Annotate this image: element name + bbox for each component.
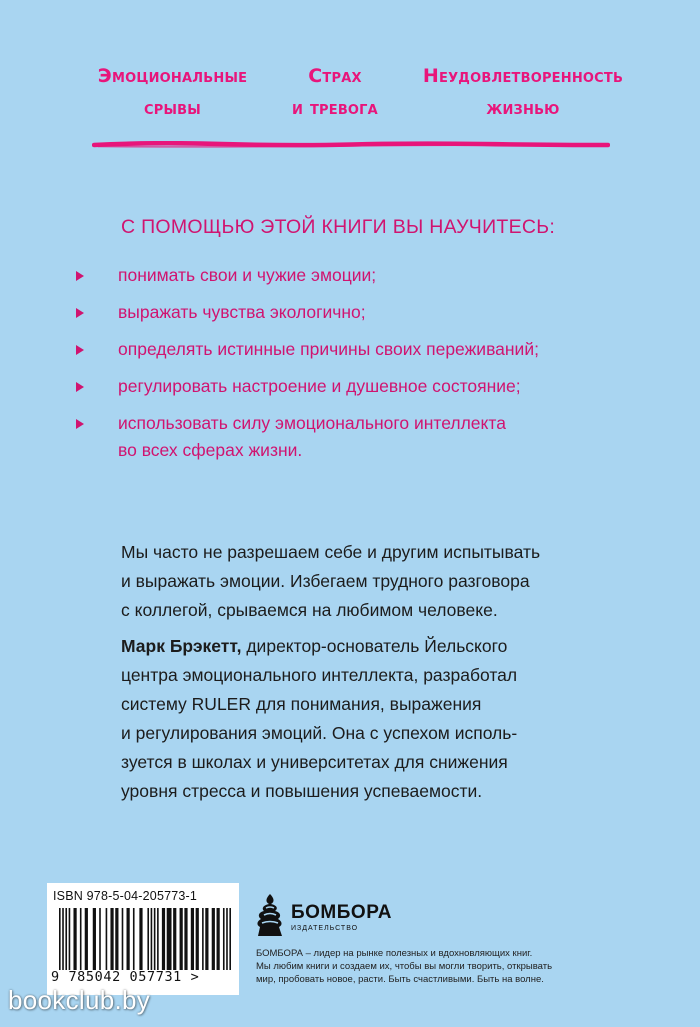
- topic-line: Эмоциональные: [97, 65, 248, 87]
- description-paragraph-2: [121, 632, 641, 806]
- list-item: [72, 299, 652, 326]
- list-item: [72, 373, 652, 400]
- barcode-bar: [202, 908, 204, 970]
- triangle-bullet-icon: [76, 308, 84, 318]
- text-line: систему RULER для понимания, выражения: [121, 694, 482, 714]
- barcode-bar: [154, 908, 156, 970]
- brush-stroke-divider: [92, 141, 610, 149]
- barcode-bar: [180, 908, 183, 970]
- barcode-bar: [226, 908, 228, 970]
- list-item-text: понимать свои и чужие эмоции;: [118, 265, 377, 285]
- barcode-bar: [205, 908, 208, 970]
- publisher-subtitle: ИЗДАТЕЛЬСТВО: [291, 925, 359, 932]
- topic-line: срывы: [144, 97, 201, 119]
- barcode-bar: [62, 908, 64, 970]
- watermark: bookclub.by: [8, 985, 151, 1015]
- list-item-text: во всех сферах жизни.: [118, 440, 303, 460]
- barcode-bar: [223, 908, 225, 970]
- barcode-bar: [184, 908, 187, 970]
- isbn-label: ISBN 978-5-04-205773-1: [53, 889, 198, 903]
- barcode-bar: [93, 908, 96, 970]
- text-line: с коллегой, срываемся на любимом человеке.: [121, 600, 498, 620]
- triangle-bullet-icon: [76, 419, 84, 429]
- list-item: [72, 336, 652, 363]
- barcode-bar: [115, 908, 118, 970]
- learn-heading: С ПОМОЩЬЮ ЭТОЙ КНИГИ ВЫ НАУЧИТЕСЬ:: [121, 216, 556, 238]
- text-fragment: директор-основатель Йельского: [241, 636, 508, 656]
- text-line: [121, 632, 641, 661]
- barcode-bar: [162, 908, 165, 970]
- barcode-bar: [80, 908, 82, 970]
- description-paragraph-1: [121, 538, 641, 625]
- barcode-bar: [73, 908, 76, 970]
- barcode-bar: [127, 908, 130, 970]
- text-line: Мы часто не разрешаем себе и другим испытывать: [121, 542, 541, 562]
- barcode-bars: [59, 908, 231, 970]
- barcode-bar: [196, 908, 199, 970]
- topic-emotional-breakdowns: [80, 60, 265, 124]
- barcode-bar: [151, 908, 153, 970]
- barcode-bar: [147, 908, 149, 970]
- topic-line: жизнью: [486, 97, 560, 119]
- barcode-bar: [133, 908, 135, 970]
- barcode-bar: [157, 908, 159, 970]
- triangle-bullet-icon: [76, 271, 84, 281]
- barcode-bar: [212, 908, 215, 970]
- list-item-text: выражать чувства экологично;: [118, 302, 366, 322]
- barcode-bar: [217, 908, 220, 970]
- triangle-bullet-icon: [76, 382, 84, 392]
- barcode-bar: [167, 908, 172, 970]
- text-line: БОМБОРА – лидер на рынке полезных и вдохновляющих книг.: [256, 948, 533, 959]
- list-item-text: определять истинные причины своих переживаний;: [118, 339, 539, 359]
- barcode-bar: [69, 908, 71, 970]
- bombora-logo-icon: [255, 893, 285, 937]
- text-line: зуется в школах и университетах для снижения: [121, 752, 508, 772]
- barcode-block: [47, 883, 239, 995]
- barcode-bar: [122, 908, 124, 970]
- text-line: и регулирования эмоций. Она с успехом исполь-: [121, 723, 518, 743]
- list-item: [72, 410, 652, 464]
- barcode-bar: [59, 908, 61, 970]
- text-line: центра эмоционального интеллекта, разработал: [121, 665, 518, 685]
- publisher-name: БОМБОРА: [291, 902, 392, 923]
- barcode-bar: [99, 908, 101, 970]
- topics-row: [80, 60, 640, 130]
- ean-digits: 9 785042 057731 >: [51, 969, 200, 985]
- text-line: Мы любим книги и создаем их, чтобы вы могли творить, открывать: [256, 961, 553, 972]
- triangle-bullet-icon: [76, 345, 84, 355]
- text-line: уровня стресса и повышения успеваемости.: [121, 781, 483, 801]
- publisher-blurb: [256, 947, 586, 986]
- barcode-bar: [65, 908, 67, 970]
- barcode-bar: [229, 908, 231, 970]
- barcode-bar: [139, 908, 142, 970]
- text-line: мир, пробовать новое, расти. Быть счастливыми. Быть на волне.: [256, 974, 544, 985]
- barcode-bar: [173, 908, 176, 970]
- learn-list: [72, 262, 652, 474]
- list-item: [72, 262, 652, 289]
- topic-fear-anxiety: [270, 60, 400, 124]
- topic-line: Страх: [308, 65, 362, 87]
- topic-life-dissatisfaction: [398, 60, 648, 124]
- topic-line: и тревога: [292, 97, 378, 119]
- barcode-bar: [191, 908, 194, 970]
- list-item-text: использовать силу эмоционального интеллекта: [118, 413, 506, 433]
- barcode-bar: [106, 908, 108, 970]
- list-item-text: регулировать настроение и душевное состояние;: [118, 376, 521, 396]
- author-name: Марк Брэкетт,: [121, 636, 242, 656]
- barcode-bar: [85, 908, 88, 970]
- topic-line: Неудовлетворенность: [422, 65, 624, 87]
- barcode-bar: [110, 908, 113, 970]
- text-line: и выражать эмоции. Избегаем трудного разговора: [121, 571, 530, 591]
